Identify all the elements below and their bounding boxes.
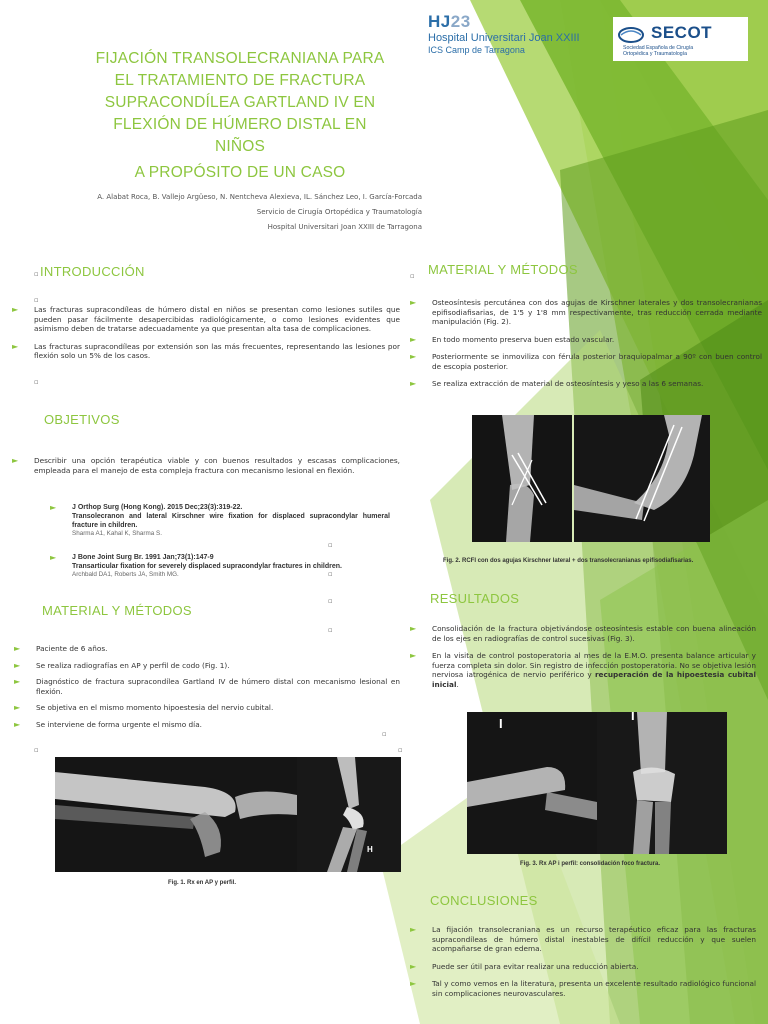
hospital-name: Hospital Universitari Joan XXIII — [428, 32, 580, 44]
list-item: ► Tal y como vemos en la literatura, presenta un excelente resultado radiológico funcional sin complicaciones neurovasculares. — [410, 979, 756, 998]
placeholder-box: ▫ — [34, 746, 39, 754]
hospital-campus: ICS Camp de Tarragona — [428, 45, 525, 55]
author-service: Servicio de Cirugía Ortopédica y Traumatología — [256, 208, 422, 216]
bullet-icon: ► — [410, 298, 417, 307]
title-line: EL TRATAMIENTO DE FRACTURA — [114, 72, 366, 89]
reference-item — [50, 553, 390, 580]
xray-fig2-ap — [472, 415, 572, 542]
xray-fig1-lateral — [297, 757, 401, 872]
bullet-icon: ► — [50, 552, 57, 562]
bullet-icon: ► — [410, 334, 417, 344]
references-list — [50, 503, 390, 593]
placeholder-box: ▫ — [328, 626, 333, 634]
fig1-caption: Fig. 1. Rx en AP y perfil. — [168, 880, 237, 886]
list-item: ► Puede ser útil para evitar realizar una reducción abierta. — [410, 961, 639, 971]
reference-item — [50, 503, 390, 539]
placeholder-box: ▫ — [328, 570, 333, 578]
bullet-icon: ► — [14, 644, 21, 653]
xray-marker: I — [631, 712, 635, 723]
list-item: ► Diagnóstico de fractura supracondílea Gartland IV de húmero distal con mecanismo lesional en flexión. — [14, 677, 400, 696]
material-right-heading: MATERIAL Y MÉTODOS — [428, 262, 578, 277]
list-item: ► Consolidación de la fractura objetivándose osteosíntesis estable con buena alineación de los ejes en radiografías de control sucesivas (Fig. 3). — [410, 624, 756, 643]
objetivos-list — [12, 456, 400, 483]
placeholder-box: ▫ — [410, 272, 415, 280]
bullet-icon: ► — [12, 456, 19, 465]
author-hospital: Hospital Universitari Joan XXIII de Tarragona — [267, 223, 422, 231]
secot-logo — [613, 17, 748, 61]
reference-citation: J Orthop Surg (Hong Kong). 2015 Dec;23(3):319-22. — [72, 504, 243, 511]
xray-marker: H — [367, 845, 373, 854]
list-item: ► Posteriormente se inmoviliza con férula posterior braquiopalmar a 90º con buen control de escopia posterior. — [410, 352, 762, 371]
xray-fig3-ap — [597, 712, 727, 854]
fig2-caption: Fig. 2. RCFI con dos agujas Kirschner lateral + dos transolecranianas epifisodiafisarias. — [443, 558, 694, 564]
bullet-icon: ► — [14, 703, 21, 712]
placeholder-box: ▫ — [34, 270, 39, 278]
bullet-icon: ► — [410, 624, 417, 633]
conclusiones-list — [410, 925, 756, 1006]
authors-block — [8, 190, 422, 235]
secot-name: SECOT — [651, 23, 713, 42]
bullet-icon: ► — [14, 677, 21, 686]
author-names: A. Alabat Roca, B. Vallejo Argüeso, N. Nentcheva Alexieva, IL. Sánchez Leo, I. García-Forcada — [97, 193, 422, 201]
xray-fig3-lateral — [467, 712, 597, 854]
list-item: ► Paciente de 6 años. — [14, 644, 108, 653]
bullet-icon: ► — [410, 979, 417, 988]
reference-citation: J Bone Joint Surg Br. 1991 Jan;73(1):147-9 — [72, 553, 214, 561]
list-item: ► Se interviene de forma urgente el mismo día. — [14, 719, 202, 729]
fig3-caption: Fig. 3. Rx AP i perfil: consolidación foco fractura. — [520, 861, 661, 867]
intro-list — [12, 305, 400, 369]
secot-subtitle-2: Ortopédica y Traumatología — [623, 51, 688, 57]
poster-title — [60, 48, 420, 184]
placeholder-box: ▫ — [328, 541, 333, 549]
list-item: ► Se realiza radiografías en AP y perfil de codo (Fig. 1). — [14, 660, 230, 670]
bullet-icon: ► — [14, 719, 21, 729]
reference-title: Transarticular fixation for severely displaced supracondylar fractures in children. — [72, 562, 342, 570]
placeholder-box: ▫ — [34, 296, 39, 304]
xray-fig1-ap — [55, 757, 297, 872]
placeholder-box: ▫ — [328, 597, 333, 605]
hj23-logo-text: HJ23 — [428, 12, 471, 31]
title-line: FLEXIÓN DE HÚMERO DISTAL EN — [113, 116, 367, 133]
bullet-icon: ► — [410, 379, 417, 388]
list-item: ► Osteosíntesis percutánea con dos agujas de Kirschner laterales y dos transolecranianas epifisodiafisarias, de 1'5 y 1'8 mm respectivamente, tras reducción cerrada mediante manipulación (Fig. 2). — [410, 298, 762, 326]
bullet-icon: ► — [410, 352, 417, 361]
placeholder-box: ▫ — [398, 746, 403, 754]
resultados-heading: RESULTADOS — [430, 591, 520, 606]
list-item: ► La fijación transolecraniana es un recurso terapéutico eficaz para las fracturas supracondíleas de húmero distal inestables de difícil reducción y que suelen acompañarse de gran edema. — [410, 925, 756, 953]
title-line: NIÑOS — [214, 138, 266, 155]
bullet-icon: ► — [410, 925, 417, 934]
resultados-list — [410, 624, 756, 697]
list-item: ► Describir una opción terapéutica viable y con buenos resultados y escasas complicaciones, empleada para el manejo de esta compleja fractura con mecanismo lesional en flexión. — [12, 456, 400, 475]
xray-marker: I — [499, 716, 503, 731]
xray-fig2-lateral — [574, 415, 710, 542]
hospital-logo — [428, 12, 618, 64]
intro-heading: INTRODUCCIÓN — [40, 264, 145, 279]
reference-authors: Sharma A1, Kahal K, Sharma S. — [72, 530, 162, 537]
bullet-icon: ► — [14, 660, 21, 670]
reference-authors: Archbald DA1, Roberts JA, Smith MG. — [72, 570, 179, 578]
material-left-heading: MATERIAL Y MÉTODOS — [42, 603, 192, 618]
material-right-list — [410, 298, 762, 397]
bullet-icon: ► — [12, 341, 19, 351]
list-item: ► Las fracturas supracondíleas de húmero distal en niños se presentan como lesiones sutiles que pueden pasar fácilmente desapercibidas radiológicamente, o como lesiones evidentes que asimismo deben de tratarse adecuadamente ya que presentan alta tasa de complicaciones. — [12, 305, 400, 333]
list-item: ► Las fracturas supracondíleas por extensión son las más frecuentes, representando las lesiones por flexión solo un 5% de los casos. — [12, 341, 400, 360]
poster-subtitle: A PROPÓSITO DE UN CASO — [134, 164, 346, 181]
placeholder-box: ▫ — [34, 378, 39, 386]
bullet-icon: ► — [410, 961, 417, 971]
bullet-icon: ► — [410, 651, 417, 660]
title-line: FIJACIÓN TRANSOLECRANIANA PARA — [95, 50, 385, 67]
secot-emblem-icon — [617, 25, 645, 45]
bullet-icon: ► — [50, 503, 57, 512]
material-left-list — [14, 644, 400, 736]
conclusiones-heading: CONCLUSIONES — [430, 893, 538, 908]
list-item: ► Se objetiva en el mismo momento hipoestesia del nervio cubital. — [14, 703, 274, 712]
list-item: ► En la visita de control postoperatoria al mes de la E.M.O. presenta balance articular y fuerza completa sin dolor. Sin registro de infección postoperatoria. No se objetiva lesión nerviosa iatrogénica de nervio periférico y recuperación de la hipoestesia cubital inicial. — [410, 651, 756, 689]
secot-subtitle-1: Sociedad Española de Cirugía — [623, 45, 694, 51]
title-line: SUPRACONDÍLEA GARTLAND IV EN — [104, 94, 376, 111]
reference-title: Transolecranon and lateral Kirschner wire fixation for displaced supracondylar humeral fracture in children. — [72, 513, 390, 529]
bullet-icon: ► — [12, 305, 19, 314]
placeholder-box: ▫ — [382, 730, 387, 738]
list-item: ► Se realiza extracción de material de osteosíntesis y yeso a las 6 semanas. — [410, 379, 704, 388]
objetivos-heading: OBJETIVOS — [44, 412, 120, 427]
list-item: ► En todo momento preserva buen estado vascular. — [410, 334, 615, 344]
